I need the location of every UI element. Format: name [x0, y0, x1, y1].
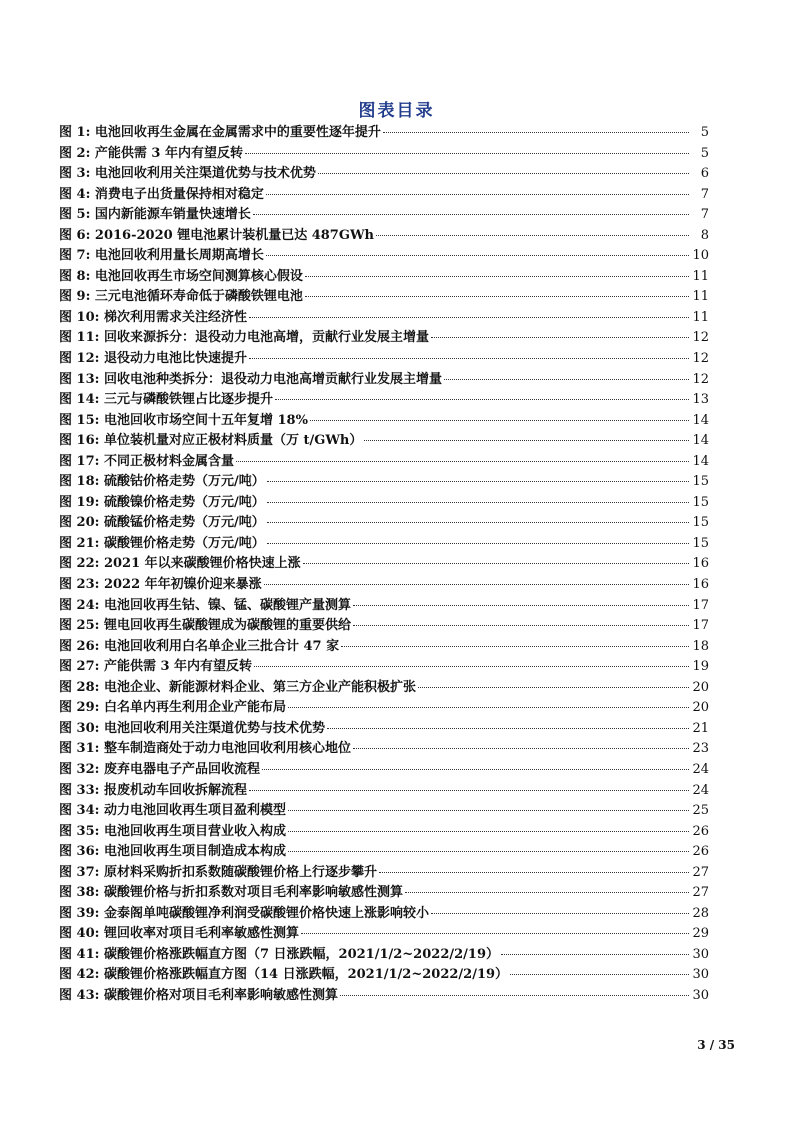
toc-entry-page[interactable]: 15: [692, 535, 709, 551]
dot-leader: [253, 214, 689, 215]
page-number: 3 / 35: [697, 1038, 735, 1052]
toc-entry-page[interactable]: 21: [692, 720, 709, 736]
toc-entry-page[interactable]: 28: [692, 905, 709, 921]
toc-entry-number: 图 34:: [59, 803, 100, 819]
toc-entry-number: 图 18:: [59, 474, 100, 490]
toc-entry-label[interactable]: 梯次利用需求关注经济性: [103, 309, 247, 325]
toc-entry-page[interactable]: 12: [692, 371, 709, 387]
toc-entry-label[interactable]: 碳酸锂价格涨跌幅直方图（7 日涨跌幅，2021/1/2~2022/2/19）: [103, 946, 499, 962]
toc-entry-page[interactable]: 6: [700, 166, 709, 182]
toc-entry-label[interactable]: 硫酸钴价格走势（万元/吨）: [103, 474, 265, 490]
toc-entry[interactable]: [59, 450, 709, 471]
toc-entry-number: 图 38:: [59, 885, 100, 901]
toc-entry[interactable]: [59, 244, 709, 265]
toc-entry[interactable]: [59, 881, 709, 902]
toc-entry-page[interactable]: 29: [692, 926, 709, 942]
toc-entry[interactable]: [59, 203, 709, 224]
toc-entry-label[interactable]: 硫酸锰价格走势（万元/吨）: [103, 515, 265, 531]
toc-entry-number: 图 33:: [59, 782, 100, 798]
dot-leader: [236, 461, 689, 462]
toc-entry-page[interactable]: 30: [692, 946, 709, 962]
dot-leader: [262, 769, 689, 770]
toc-entry-page[interactable]: 24: [692, 761, 709, 777]
toc-entry-page[interactable]: 16: [692, 556, 709, 572]
toc-entry[interactable]: [59, 614, 709, 635]
toc-entry-page[interactable]: 13: [692, 392, 709, 408]
toc-entry-number: 图 1:: [59, 125, 91, 140]
dot-leader: [431, 337, 689, 338]
toc-entry-label[interactable]: 电池回收再生项目营业收入构成: [103, 823, 286, 839]
toc-entry[interactable]: [59, 183, 709, 204]
dot-leader: [379, 872, 689, 873]
toc-entry-number: 图 39:: [59, 905, 100, 921]
toc-entry[interactable]: [59, 635, 709, 656]
dot-leader: [431, 913, 689, 914]
dot-leader: [267, 481, 689, 482]
dot-leader: [267, 543, 689, 544]
toc-entry-label[interactable]: 三元电池循环寿命低于磷酸铁锂电池: [94, 289, 303, 305]
toc-entry-number: 图 6:: [59, 227, 91, 243]
toc-entry-number: 图 24:: [59, 597, 100, 613]
toc-entry-number: 图 36:: [59, 844, 100, 860]
dot-leader: [275, 399, 689, 400]
toc-entry-label[interactable]: 白名单内再生利用企业产能布局: [103, 700, 286, 716]
toc-entry[interactable]: [59, 840, 709, 861]
dot-leader: [249, 790, 689, 791]
toc-entry-number: 图 41:: [59, 946, 100, 962]
toc-entry-page[interactable]: 11: [692, 309, 709, 325]
toc-entry-number: 图 7:: [59, 248, 91, 264]
toc-entry-label[interactable]: 报废机动车回收拆解流程: [103, 782, 247, 798]
toc-entry-number: 图 30:: [59, 720, 100, 736]
toc-entry-label[interactable]: 电池回收利用关注渠道优势与技术优势: [103, 720, 325, 736]
toc-entry[interactable]: [59, 696, 709, 717]
toc-entry-number: 图 12:: [59, 351, 100, 367]
toc-entry-page[interactable]: 5: [700, 145, 709, 161]
dot-leader: [501, 954, 689, 955]
toc-entry-page[interactable]: 14: [692, 433, 709, 449]
toc-entry[interactable]: [59, 491, 709, 512]
toc-entry-label[interactable]: 碳酸锂价格与折扣系数对项目毛利率影响敏感性测算: [103, 885, 403, 901]
toc-entry[interactable]: [59, 984, 709, 1005]
toc-entry-label[interactable]: 碳酸锂价格走势（万元/吨）: [103, 535, 265, 551]
dot-leader: [267, 522, 689, 523]
toc-entry-label[interactable]: 三元与磷酸铁锂占比逐步提升: [103, 392, 273, 408]
dot-leader: [405, 892, 689, 893]
dot-leader: [266, 194, 689, 195]
toc-entry-page[interactable]: 20: [692, 679, 709, 695]
toc-entry-label[interactable]: 电池回收再生市场空间测算核心假设: [94, 268, 303, 284]
dot-leader: [305, 296, 689, 297]
toc-entry[interactable]: [59, 265, 709, 286]
toc-entry[interactable]: [59, 429, 709, 450]
toc-entry[interactable]: [59, 511, 709, 532]
dot-leader: [245, 153, 689, 154]
toc-entry-label[interactable]: 碳酸锂价格涨跌幅直方图（14 日涨跌幅，2021/1/2~2022/2/19）: [103, 967, 509, 983]
toc-entry-number: 图 29:: [59, 700, 100, 716]
toc-entry[interactable]: [59, 799, 709, 820]
toc-entry-number: 图 31:: [59, 741, 100, 757]
toc-entry-number: 图 16:: [59, 433, 100, 449]
toc-entry-label[interactable]: 回收电池种类拆分：退役动力电池高增贡献行业发展主增量: [103, 371, 442, 387]
dot-leader: [288, 810, 689, 811]
toc-entry-label[interactable]: 2021 年以来碳酸锂价格快速上涨: [103, 556, 301, 572]
dot-leader: [353, 625, 689, 626]
toc-entry-label[interactable]: 锂电回收再生碳酸锂成为碳酸锂的重要供给: [103, 618, 351, 634]
toc-entry-page[interactable]: 7: [700, 207, 709, 223]
toc-entry-number: 图 42:: [59, 967, 100, 983]
toc-entry-label[interactable]: 退役动力电池比快速提升: [103, 351, 247, 367]
toc-entry[interactable]: [59, 162, 709, 183]
toc-entry-number: 图 40:: [59, 926, 100, 942]
toc-entry[interactable]: [59, 779, 709, 800]
toc-entry-page[interactable]: 16: [692, 577, 709, 593]
toc-entry-page[interactable]: 26: [692, 823, 709, 839]
dot-leader: [364, 440, 689, 441]
dot-leader: [301, 933, 689, 934]
dot-leader: [510, 974, 689, 975]
toc-entry-number: 图 3:: [59, 166, 91, 182]
toc-entry-page[interactable]: 8: [700, 227, 709, 243]
toc-entry-page[interactable]: 25: [692, 803, 709, 819]
toc-entry-number: 图 25:: [59, 618, 100, 634]
toc-entry-page[interactable]: 15: [692, 474, 709, 490]
toc-entry-page[interactable]: 14: [692, 453, 709, 469]
toc-entry[interactable]: [59, 121, 709, 142]
toc-entry-page[interactable]: 30: [692, 967, 709, 983]
toc-entry-page[interactable]: 19: [692, 659, 709, 675]
toc-entry[interactable]: [59, 224, 709, 245]
toc-entry-page[interactable]: 12: [692, 351, 709, 367]
toc-entry[interactable]: [59, 861, 709, 882]
toc-entry-number: 图 5:: [59, 207, 91, 223]
toc-entry-page[interactable]: 23: [692, 741, 709, 757]
toc-entry-page[interactable]: 17: [692, 597, 709, 613]
toc-entry-number: 图 9:: [59, 289, 91, 305]
dot-leader: [288, 707, 689, 708]
toc-entry-label[interactable]: 2016-2020 锂电池累计装机量已达 487GWh: [94, 227, 375, 243]
toc-entry-page[interactable]: 15: [692, 494, 709, 510]
toc-entry[interactable]: [59, 737, 709, 758]
dot-leader: [310, 420, 689, 421]
toc-entry-page[interactable]: 27: [692, 885, 709, 901]
toc-entry[interactable]: [59, 326, 709, 347]
toc-entry-page[interactable]: 26: [692, 844, 709, 860]
toc-entry[interactable]: [59, 142, 709, 163]
toc-entry-label[interactable]: 电池回收利用白名单企业三批合计 47 家: [103, 638, 340, 654]
toc-entry[interactable]: [59, 676, 709, 697]
toc-entry[interactable]: [59, 368, 709, 389]
dot-leader: [266, 255, 689, 256]
toc-entry[interactable]: [59, 347, 709, 368]
dot-leader: [318, 173, 689, 174]
toc-entry-number: 图 37:: [59, 864, 100, 880]
toc-entry-label[interactable]: 产能供需 3 年内有望反转: [103, 659, 253, 675]
dot-leader: [249, 358, 689, 359]
dot-leader: [418, 687, 689, 688]
toc-entry-page[interactable]: 24: [692, 782, 709, 798]
toc-entry-page[interactable]: 7: [700, 186, 709, 202]
toc-entry-number: 图 17:: [59, 453, 100, 469]
toc-entry-page[interactable]: 11: [692, 289, 709, 305]
dot-leader: [303, 563, 689, 564]
toc-entry-label[interactable]: 废弃电器电子产品回收流程: [103, 761, 260, 777]
dot-leader: [264, 584, 689, 585]
page-title: 图表目录: [358, 101, 435, 121]
dot-leader: [327, 728, 689, 729]
toc-entry[interactable]: [59, 285, 709, 306]
toc-entry-label[interactable]: 电池回收再生钴、镍、锰、碳酸锂产量测算: [103, 597, 351, 613]
dot-leader: [353, 748, 689, 749]
toc-entry[interactable]: [59, 655, 709, 676]
toc-entry-label[interactable]: 动力电池回收再生项目盈利模型: [103, 803, 286, 819]
toc-entry-number: 图 28:: [59, 679, 100, 695]
toc-entry[interactable]: [59, 306, 709, 327]
toc-entry-label[interactable]: 金泰阁单吨碳酸锂净利润受碳酸锂价格快速上涨影响较小: [103, 905, 429, 921]
toc-entry-label[interactable]: 整车制造商处于动力电池回收利用核心地位: [103, 741, 351, 757]
toc-entry-number: 图 4:: [59, 186, 91, 202]
toc-entry[interactable]: [59, 470, 709, 491]
toc-entry-number: 图 21:: [59, 535, 100, 551]
toc-entry-page[interactable]: 20: [692, 700, 709, 716]
toc-entry-number: 图 15:: [59, 412, 100, 428]
toc-entry-page[interactable]: 27: [692, 864, 709, 880]
toc-entry-label[interactable]: 电池回收再生金属在金属需求中的重要性逐年提升: [94, 125, 381, 140]
toc-entry-label[interactable]: 电池企业、新能源材料企业、第三方企业产能积极扩张: [103, 679, 416, 695]
toc-entry-label[interactable]: 2022 年年初镍价迎来暴涨: [103, 577, 262, 593]
dot-leader: [340, 995, 689, 996]
toc-entry-label[interactable]: 电池回收利用关注渠道优势与技术优势: [94, 166, 316, 182]
toc-entry-page[interactable]: 30: [692, 987, 709, 1003]
toc-entry[interactable]: [59, 409, 709, 430]
toc-entry-label[interactable]: 电池回收市场空间十五年复增 18%: [103, 412, 308, 428]
toc-entry[interactable]: [59, 532, 709, 553]
toc-entry[interactable]: [59, 963, 709, 984]
toc-entry-page[interactable]: 12: [692, 330, 709, 346]
toc-entry-label[interactable]: 国内新能源车销量快速增长: [94, 207, 251, 223]
toc-entry-page[interactable]: 14: [692, 412, 709, 428]
toc-entry-label[interactable]: 回收来源拆分：退役动力电池高增，贡献行业发展主增量: [103, 330, 429, 346]
toc-entry-number: 图 32:: [59, 761, 100, 777]
toc-entry-number: 图 19:: [59, 494, 100, 510]
toc-entry[interactable]: [59, 717, 709, 738]
toc-entry-page[interactable]: 17: [692, 618, 709, 634]
toc-entry-page[interactable]: 10: [692, 248, 709, 264]
toc-entry[interactable]: [59, 552, 709, 573]
toc-entry-number: 图 26:: [59, 638, 100, 654]
toc-entry-number: 图 35:: [59, 823, 100, 839]
dot-leader: [376, 235, 689, 236]
toc-entry-label[interactable]: 电池回收利用量长周期高增长: [94, 248, 264, 264]
toc-entry-number: 图 13:: [59, 371, 100, 387]
toc-entry-number: 图 11:: [59, 330, 100, 346]
toc-entry-number: 图 20:: [59, 515, 100, 531]
toc-entry[interactable]: [59, 758, 709, 779]
toc-entry-label[interactable]: 电池回收再生项目制造成本构成: [103, 844, 286, 860]
toc-entry-number: 图 14:: [59, 392, 100, 408]
toc-entry-page[interactable]: 18: [692, 638, 709, 654]
toc-entry-number: 图 8:: [59, 268, 91, 284]
dot-leader: [444, 379, 689, 380]
toc-entry-number: 图 22:: [59, 556, 100, 572]
figure-toc-list: [59, 121, 709, 1005]
toc-entry-label[interactable]: 不同正极材料金属含量: [103, 453, 234, 469]
toc-entry-label[interactable]: 硫酸镍价格走势（万元/吨）: [103, 494, 265, 510]
toc-entry[interactable]: [59, 943, 709, 964]
toc-entry-label[interactable]: 产能供需 3 年内有望反转: [94, 145, 244, 161]
dot-leader: [288, 831, 689, 832]
dot-leader: [254, 666, 689, 667]
dot-leader: [249, 317, 689, 318]
toc-entry-page[interactable]: 15: [692, 515, 709, 531]
toc-entry-label[interactable]: 消费电子出货量保持相对稳定: [94, 186, 264, 202]
toc-entry-page[interactable]: 5: [700, 125, 709, 140]
toc-entry[interactable]: [59, 594, 709, 615]
toc-entry[interactable]: [59, 902, 709, 923]
toc-entry-label[interactable]: 单位装机量对应正极材料质量（万 t/GWh）: [103, 433, 363, 449]
toc-entry-page[interactable]: 11: [692, 268, 709, 284]
dot-leader: [383, 132, 689, 133]
dot-leader: [341, 646, 689, 647]
dot-leader: [305, 276, 689, 277]
toc-entry[interactable]: [59, 573, 709, 594]
toc-entry-label[interactable]: 锂回收率对项目毛利率敏感性测算: [103, 926, 299, 942]
toc-entry-number: 图 27:: [59, 659, 100, 675]
dot-leader: [288, 851, 689, 852]
toc-entry[interactable]: [59, 820, 709, 841]
toc-entry-label[interactable]: 原材料采购折扣系数随碳酸锂价格上行逐步攀升: [103, 864, 377, 880]
dot-leader: [267, 502, 689, 503]
toc-entry[interactable]: [59, 388, 709, 409]
toc-entry-number: 图 10:: [59, 309, 100, 325]
toc-entry-number: 图 2:: [59, 145, 91, 161]
dot-leader: [353, 605, 689, 606]
toc-entry[interactable]: [59, 922, 709, 943]
toc-entry-number: 图 43:: [59, 987, 100, 1003]
toc-entry-label[interactable]: 碳酸锂价格对项目毛利率影响敏感性测算: [103, 987, 338, 1003]
toc-entry-number: 图 23:: [59, 577, 100, 593]
